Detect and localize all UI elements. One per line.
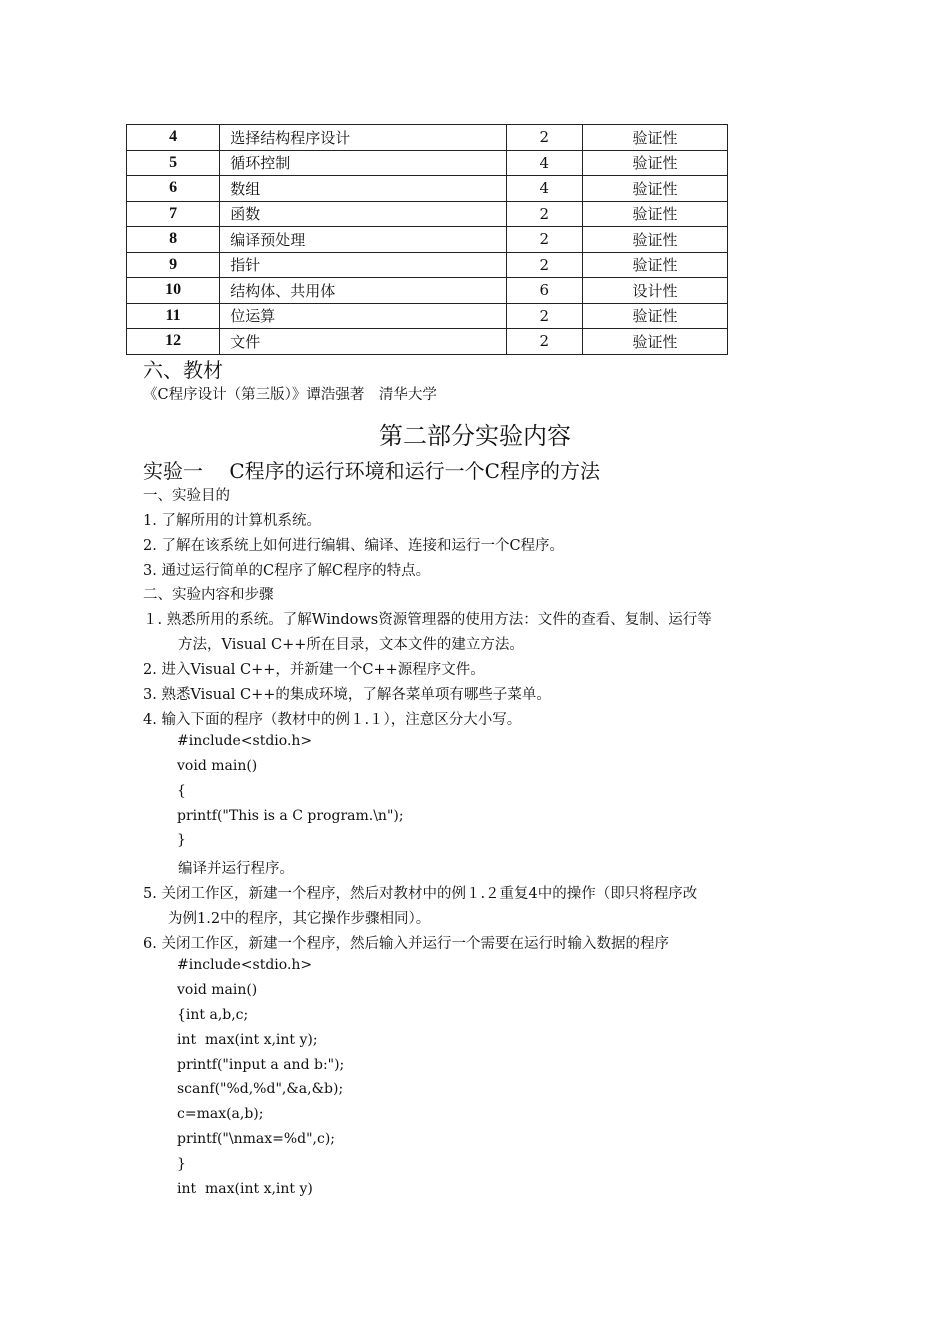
step-6: 6. 关闭工作区，新建一个程序，然后输入并运行一个需要在运行时输入数据的程序 bbox=[143, 936, 669, 952]
cell-hours: 4 bbox=[506, 176, 582, 202]
cell-hours: 2 bbox=[506, 329, 582, 355]
code-line: int max(int x,int y) bbox=[177, 1181, 313, 1197]
code-line: } bbox=[177, 832, 186, 848]
step-1-continued: 方法，Visual C++所在目录，文本文件的建立方法。 bbox=[178, 637, 524, 653]
table-row bbox=[127, 227, 728, 253]
table-row bbox=[127, 125, 728, 151]
section-heading-textbook: 六、教材 bbox=[143, 358, 223, 382]
cell-name: 位运算 bbox=[220, 303, 506, 329]
step-5-continued: 为例1.2中的程序，其它操作步骤相同）。 bbox=[168, 911, 431, 927]
cell-name: 指针 bbox=[220, 252, 506, 278]
part-title: 第二部分实验内容 bbox=[379, 422, 571, 450]
textbook-citation: 《C程序设计（第三版）》谭浩强著 清华大学 bbox=[143, 387, 437, 403]
cell-name: 文件 bbox=[220, 329, 506, 355]
cell-number: 7 bbox=[127, 201, 220, 227]
cell-type: 验证性 bbox=[582, 150, 727, 176]
cell-name: 数组 bbox=[220, 176, 506, 202]
step-5: 5. 关闭工作区，新建一个程序，然后对教材中的例１.２重复4中的操作（即只将程序改 bbox=[143, 886, 698, 902]
cell-hours: 2 bbox=[506, 201, 582, 227]
cell-name: 选择结构程序设计 bbox=[220, 125, 506, 151]
code-line: printf("input a and b:"); bbox=[177, 1057, 345, 1073]
experiment-schedule-table bbox=[126, 124, 728, 355]
cell-number: 5 bbox=[127, 150, 220, 176]
cell-number: 9 bbox=[127, 252, 220, 278]
cell-hours: 2 bbox=[506, 125, 582, 151]
cell-type: 验证性 bbox=[582, 201, 727, 227]
cell-hours: 2 bbox=[506, 252, 582, 278]
cell-type: 验证性 bbox=[582, 252, 727, 278]
code-line: int max(int x,int y); bbox=[177, 1032, 318, 1048]
table-row bbox=[127, 303, 728, 329]
steps-heading: 二、实验内容和步骤 bbox=[143, 587, 274, 603]
code-line: printf("This is a C program.\n"); bbox=[177, 808, 404, 824]
code-line: void main() bbox=[177, 982, 258, 998]
code-line: } bbox=[177, 1156, 186, 1172]
purpose-item: 2. 了解在该系统上如何进行编辑、编译、连接和运行一个C程序。 bbox=[143, 538, 565, 554]
cell-type: 验证性 bbox=[582, 227, 727, 253]
cell-type: 验证性 bbox=[582, 329, 727, 355]
cell-type: 验证性 bbox=[582, 176, 727, 202]
cell-number: 6 bbox=[127, 176, 220, 202]
code-line: #include<stdio.h> bbox=[177, 957, 313, 973]
code-line: c=max(a,b); bbox=[177, 1106, 264, 1122]
experiment-title: 实验一 C程序的运行环境和运行一个C程序的方法 bbox=[143, 459, 600, 483]
table-row bbox=[127, 252, 728, 278]
code-line: #include<stdio.h> bbox=[177, 733, 313, 749]
purpose-item: 3. 通过运行简单的C程序了解C程序的特点。 bbox=[143, 563, 431, 579]
step-4: 4. 输入下面的程序（教材中的例１.１），注意区分大小写。 bbox=[143, 712, 522, 728]
cell-type: 验证性 bbox=[582, 303, 727, 329]
table-row bbox=[127, 201, 728, 227]
cell-number: 10 bbox=[127, 278, 220, 304]
cell-hours: 2 bbox=[506, 303, 582, 329]
cell-number: 12 bbox=[127, 329, 220, 355]
code-line: {int a,b,c; bbox=[177, 1007, 249, 1023]
step-1: １. 熟悉所用的系统。了解Windows资源管理器的使用方法：文件的查看、复制、运行等 bbox=[143, 612, 712, 628]
table-row bbox=[127, 329, 728, 355]
cell-type: 验证性 bbox=[582, 125, 727, 151]
purpose-heading: 一、实验目的 bbox=[143, 488, 230, 504]
purpose-item: 1. 了解所用的计算机系统。 bbox=[143, 513, 321, 529]
cell-number: 11 bbox=[127, 303, 220, 329]
step-3: 3. 熟悉Visual C++的集成环境，了解各菜单项有哪些子菜单。 bbox=[143, 687, 551, 703]
step-2: 2. 进入Visual C++，并新建一个C++源程序文件。 bbox=[143, 662, 485, 678]
step-4-note: 编译并运行程序。 bbox=[178, 861, 294, 877]
cell-name: 函数 bbox=[220, 201, 506, 227]
cell-hours: 4 bbox=[506, 150, 582, 176]
cell-hours: 2 bbox=[506, 227, 582, 253]
code-line: scanf("%d,%d",&a,&b); bbox=[177, 1081, 344, 1097]
code-line: printf("\nmax=%d",c); bbox=[177, 1131, 336, 1147]
cell-name: 结构体、共用体 bbox=[220, 278, 506, 304]
cell-number: 8 bbox=[127, 227, 220, 253]
cell-hours: 6 bbox=[506, 278, 582, 304]
cell-number: 4 bbox=[127, 125, 220, 151]
cell-name: 循环控制 bbox=[220, 150, 506, 176]
code-line: { bbox=[177, 783, 186, 799]
table-row bbox=[127, 150, 728, 176]
code-line: void main() bbox=[177, 758, 258, 774]
cell-name: 编译预处理 bbox=[220, 227, 506, 253]
table-row bbox=[127, 176, 728, 202]
table-row bbox=[127, 278, 728, 304]
cell-type: 设计性 bbox=[582, 278, 727, 304]
